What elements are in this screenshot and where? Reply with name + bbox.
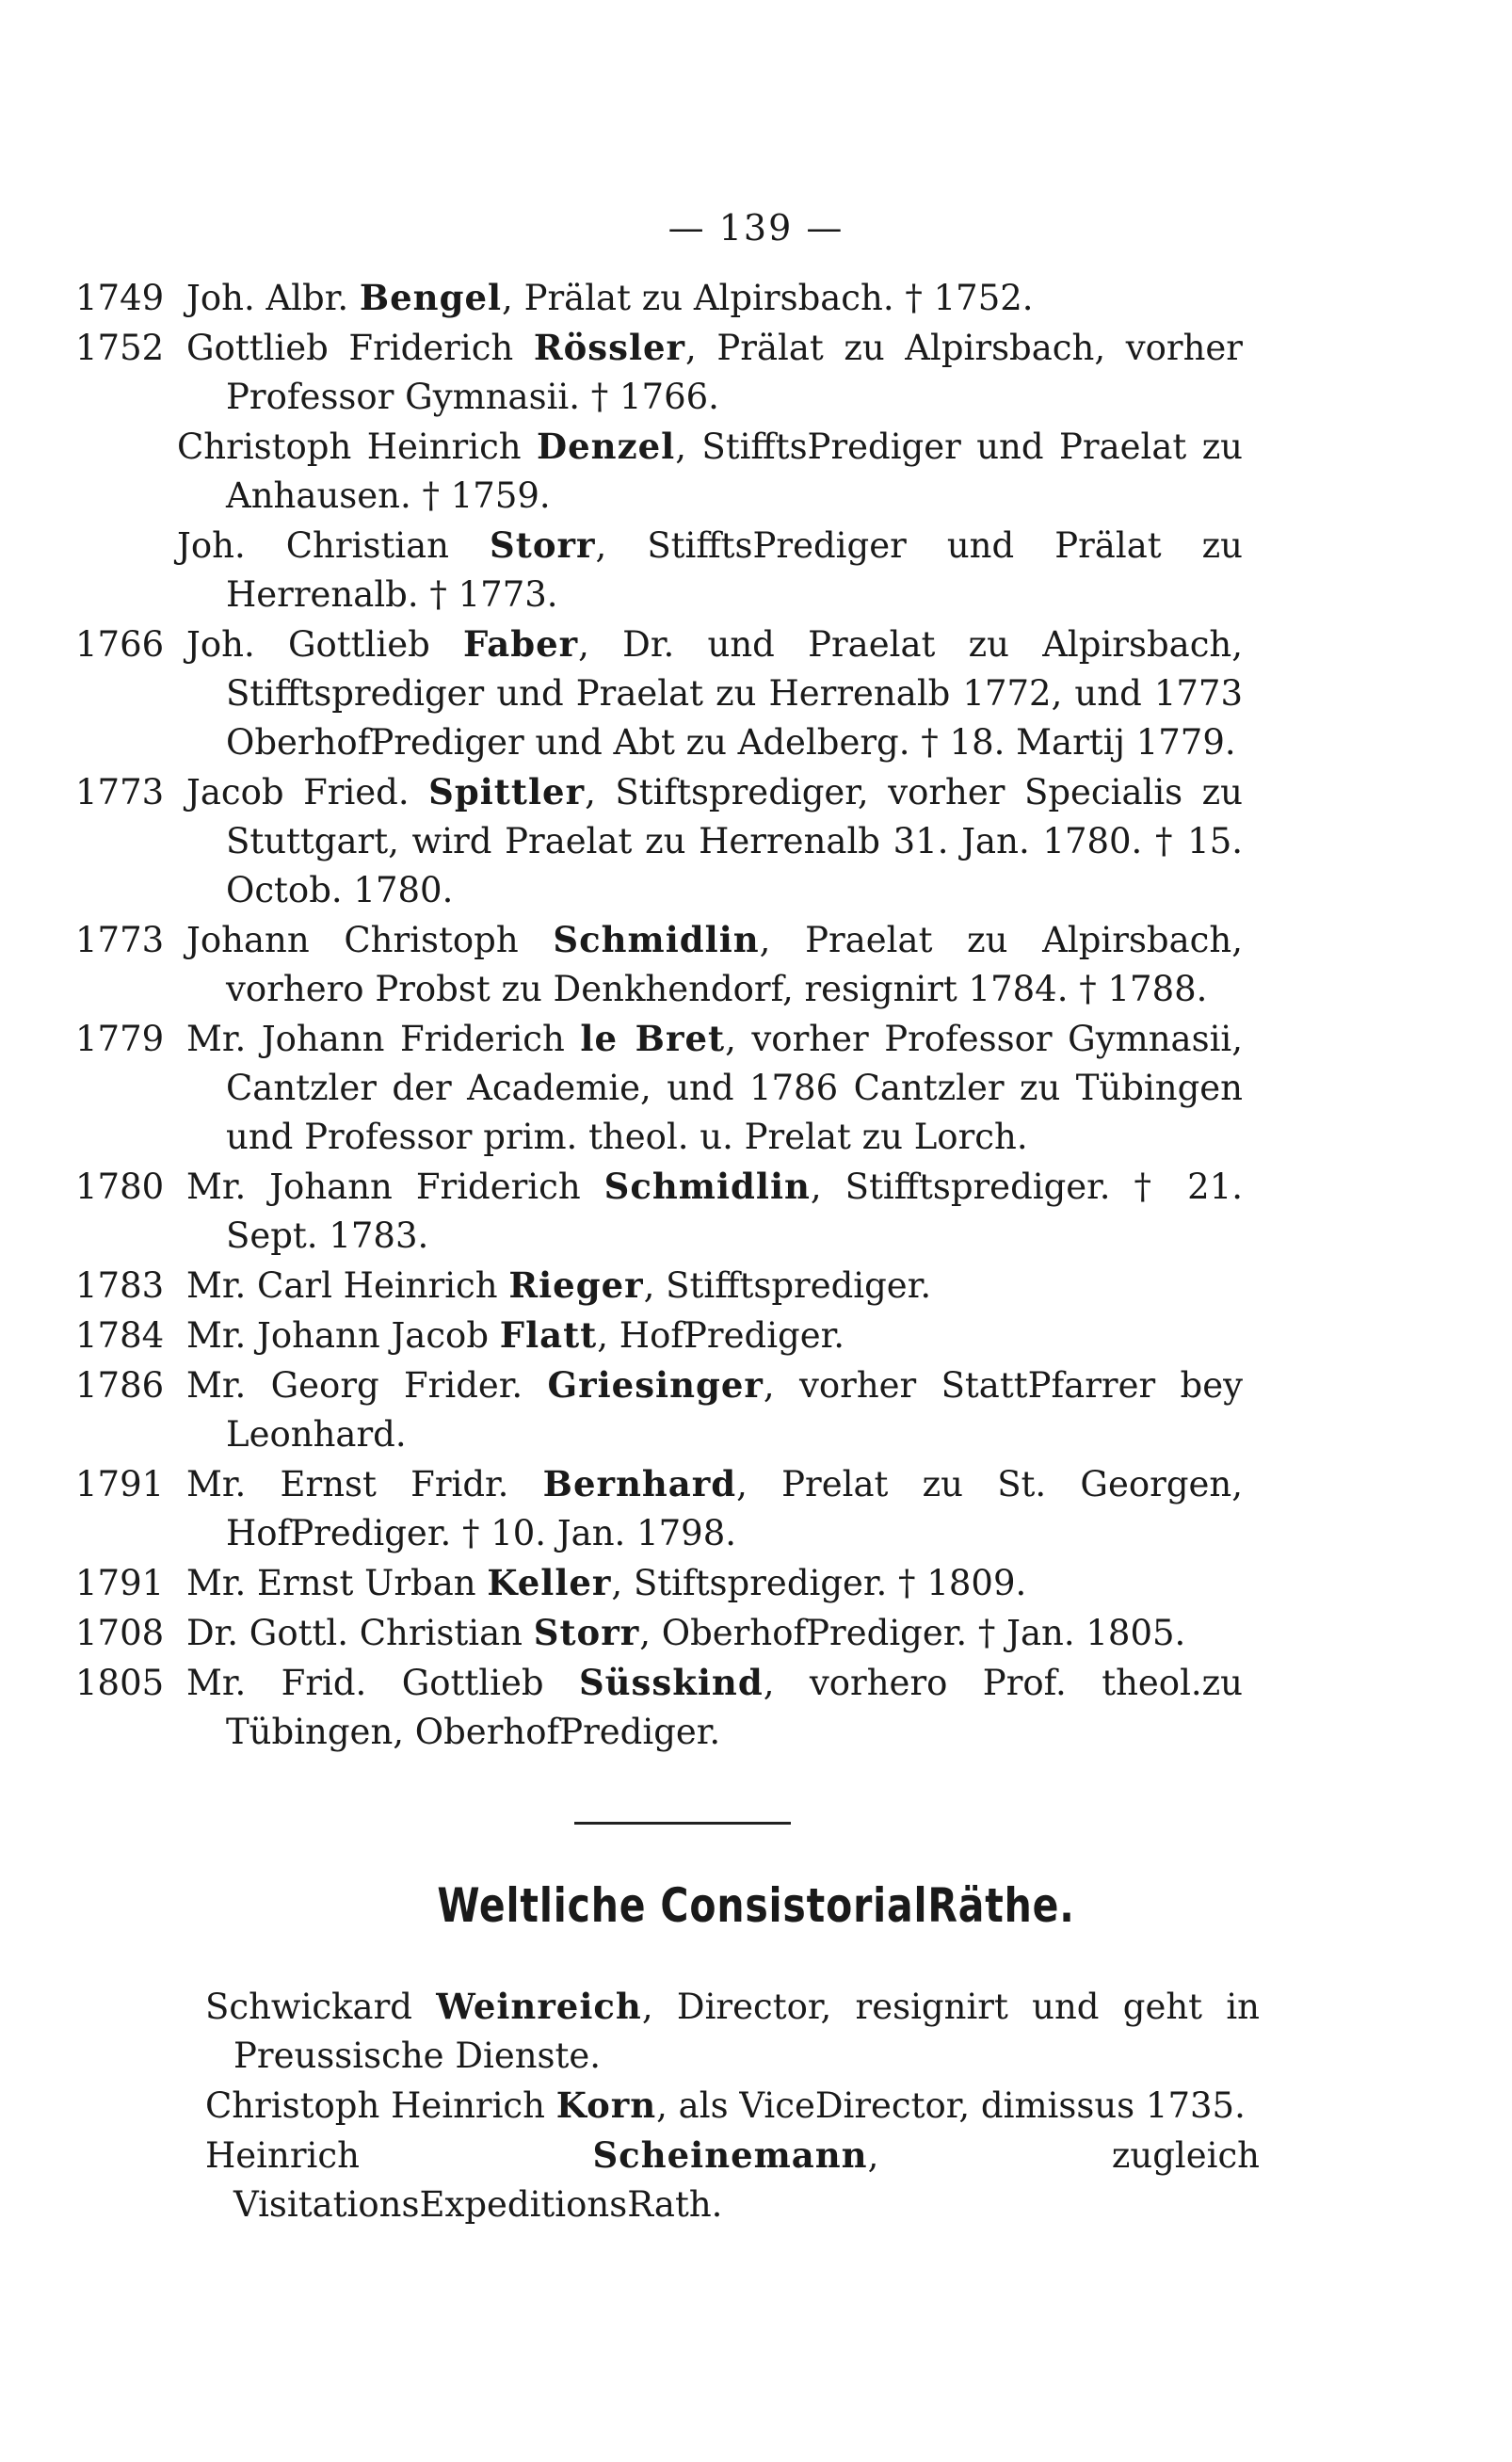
- list-entry: [75, 915, 1243, 1014]
- entry-forenames: Mr. Carl Heinrich: [186, 1265, 498, 1306]
- entry-description: , Prälat zu Alpirsbach, vorher Professor Gymnasii. † 1766.: [226, 328, 1243, 417]
- entry-year: 1783: [75, 1265, 165, 1306]
- entry-description: , Prelat zu St. Georgen, HofPrediger. † 10. Jan. 1798.: [226, 1464, 1244, 1553]
- entry-forenames: Joh. Christian: [177, 525, 449, 566]
- entry-year: 1791: [75, 1563, 165, 1603]
- entry-surname: Keller: [487, 1562, 612, 1603]
- list-entry: [75, 1459, 1243, 1558]
- entry-description: , HofPrediger.: [597, 1315, 845, 1356]
- entry-description: , Stifftsprediger. † 21. Sept. 1783.: [226, 1167, 1244, 1256]
- entry-surname: Schmidlin: [603, 1166, 811, 1207]
- entry-year: 1780: [75, 1167, 165, 1207]
- entry-description: , vorher StattPfarrer bey Leonhard.: [226, 1365, 1243, 1455]
- list-entry: [75, 767, 1243, 915]
- list-entry: [75, 1162, 1243, 1261]
- list-entry: [75, 1608, 1243, 1658]
- entry-year: 1708: [75, 1613, 165, 1653]
- list-entry: [75, 273, 1243, 323]
- entry-forenames: Schwickard: [205, 1987, 412, 2027]
- entry-forenames: Dr. Gottl. Christian: [186, 1613, 523, 1653]
- list-entry: [205, 2131, 1260, 2229]
- list-entry: [75, 1658, 1243, 1757]
- entry-surname: Storr: [533, 1612, 640, 1653]
- entry-forenames: Christoph Heinrich: [177, 426, 522, 467]
- entry-description: , Praelat zu Alpirsbach, vorhero Probst zu Denkhendorf, resignirt 1784. † 1788.: [226, 920, 1243, 1009]
- entry-forenames: Gottlieb Friderich: [186, 328, 514, 368]
- entry-year: 1752: [75, 328, 165, 368]
- section-heading: Weltliche ConsistorialRäthe.: [437, 1878, 1075, 1933]
- entry-surname: Faber: [463, 623, 579, 665]
- entry-surname: Bengel: [359, 277, 503, 318]
- entry-forenames: Mr. Johann Friderich: [186, 1019, 565, 1059]
- entry-forenames: Mr. Johann Friderich: [186, 1167, 581, 1207]
- list-entry: [75, 323, 1243, 422]
- entry-surname: Denzel: [537, 426, 676, 467]
- entry-forenames: Jacob Fried.: [186, 772, 410, 813]
- entry-year: 1805: [75, 1663, 165, 1703]
- entry-year: 1786: [75, 1365, 165, 1406]
- entry-description: , Stifftsprediger.: [643, 1265, 932, 1306]
- entry-surname: Scheinemann: [592, 2134, 868, 2176]
- entry-description: , Director, resignirt und geht in Preussische Dienste.: [233, 1987, 1260, 2076]
- entry-surname: Korn: [555, 2084, 657, 2126]
- entry-surname: Rössler: [533, 327, 686, 368]
- list-entry: [75, 1311, 1243, 1360]
- entry-surname: Spittler: [428, 771, 586, 813]
- entry-surname: Rieger: [508, 1264, 644, 1306]
- entry-forenames: Johann Christoph: [186, 920, 519, 960]
- entry-forenames: Mr. Ernst Fridr.: [186, 1464, 509, 1505]
- entry-surname: Bernhard: [542, 1463, 737, 1505]
- councillor-list: [205, 1982, 1260, 2229]
- entry-description: , Prälat zu Alpirsbach. † 1752.: [502, 278, 1034, 318]
- list-entry: [205, 2081, 1260, 2131]
- entry-description: , zugleich VisitationsExpeditionsRath.: [233, 2135, 1260, 2225]
- entry-forenames: Mr. Ernst Urban: [186, 1563, 476, 1603]
- section-divider: [574, 1822, 791, 1825]
- list-entry: [205, 1982, 1260, 2081]
- entry-forenames: Christoph Heinrich: [205, 2085, 545, 2126]
- entry-description: , vorher Professor Gymnasii, Cantzler der Academie, und 1786 Cantzler zu Tübingen und Professor prim. theol. u. Prelat zu Lorch.: [226, 1019, 1244, 1157]
- entry-year: 1749: [75, 278, 165, 318]
- page-number: — 139 —: [668, 207, 844, 249]
- entry-surname: Süsskind: [578, 1662, 764, 1703]
- entry-surname: Flatt: [499, 1314, 598, 1356]
- list-entry: [75, 521, 1243, 620]
- entry-forenames: Joh. Gottlieb: [186, 624, 430, 665]
- entry-forenames: Heinrich: [205, 2135, 360, 2176]
- entry-description: , Dr. und Praelat zu Alpirsbach, Stifftsprediger und Praelat zu Herrenalb 1772, und 1773 OberhofPrediger und Abt zu Adelberg. † 18. Martij 1779.: [226, 624, 1244, 763]
- entry-year: 1784: [75, 1315, 165, 1356]
- entry-year: 1766: [75, 624, 165, 665]
- entry-year: 1773: [75, 772, 165, 813]
- entry-year: 1773: [75, 920, 165, 960]
- entry-description: , OberhofPrediger. † Jan. 1805.: [639, 1613, 1186, 1653]
- entry-description: , Stiftsprediger, vorher Specialis zu Stuttgart, wird Praelat zu Herrenalb 31. Jan. 1780. † 15. Octob. 1780.: [226, 772, 1244, 910]
- entry-description: , StifftsPrediger und Prälat zu Herrenalb. † 1773.: [226, 525, 1243, 615]
- entry-surname: Schmidlin: [553, 919, 760, 960]
- entry-surname: Griesinger: [547, 1364, 764, 1406]
- list-entry: [75, 422, 1243, 521]
- list-entry: [75, 1360, 1243, 1459]
- entry-forenames: Joh. Albr.: [186, 278, 349, 318]
- list-entry: [75, 1261, 1243, 1311]
- entry-description: , als ViceDirector, dimissus 1735.: [656, 2085, 1246, 2126]
- entry-description: , vorhero Prof. theol.zu Tübingen, OberhofPrediger.: [226, 1663, 1243, 1752]
- prelate-list: [75, 273, 1243, 1757]
- entry-year: 1791: [75, 1464, 165, 1505]
- entry-description: , StifftsPrediger und Praelat zu Anhausen. † 1759.: [226, 426, 1244, 516]
- entry-forenames: Mr. Frid. Gottlieb: [186, 1663, 544, 1703]
- list-entry: [75, 1558, 1243, 1608]
- entry-surname: le Bret: [580, 1018, 726, 1059]
- entry-surname: Storr: [490, 524, 596, 566]
- entry-forenames: Mr. Johann Jacob: [186, 1315, 490, 1356]
- entry-year: 1779: [75, 1019, 165, 1059]
- entry-surname: Weinreich: [436, 1986, 642, 2027]
- list-entry: [75, 620, 1243, 767]
- entry-forenames: Mr. Georg Frider.: [186, 1365, 523, 1406]
- entry-description: , Stiftsprediger. † 1809.: [611, 1563, 1027, 1603]
- list-entry: [75, 1014, 1243, 1162]
